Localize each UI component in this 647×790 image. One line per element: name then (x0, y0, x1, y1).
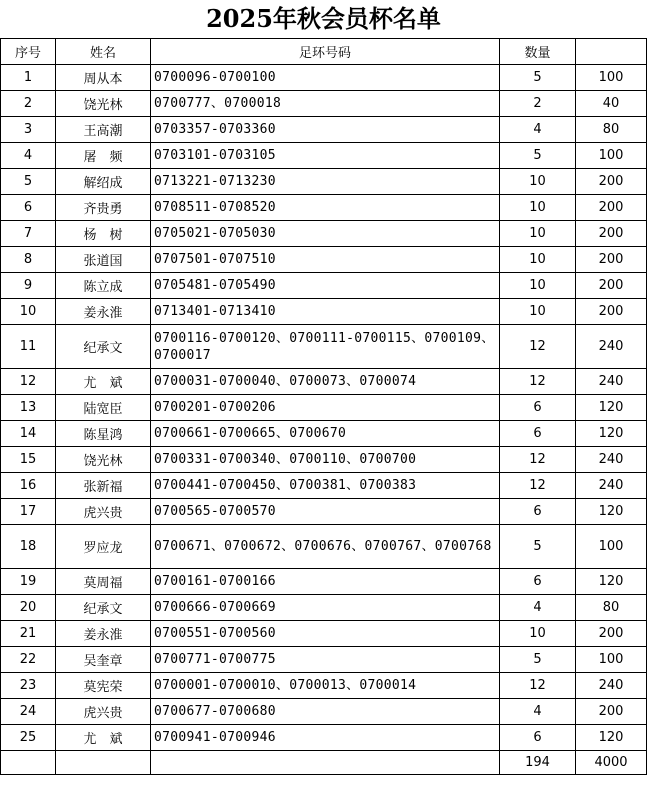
cell-name: 莫宪荣 (56, 673, 151, 699)
header-rings: 足环号码 (151, 39, 500, 65)
table-row (1, 395, 647, 421)
cell-count: 6 (500, 725, 576, 751)
table-row (1, 569, 647, 595)
cell-rings: 0705481-0705490 (151, 273, 500, 299)
cell-name: 罗应龙 (56, 525, 151, 569)
cell-rings: 0700661-0700665、0700670 (151, 421, 500, 447)
header-count: 数量 (500, 39, 576, 65)
cell-rings: 0700671、0700672、0700676、0700767、0700768 (151, 525, 500, 569)
cell-count: 4 (500, 595, 576, 621)
cell-no: 17 (1, 499, 56, 525)
cell-amount: 40 (576, 91, 647, 117)
cell-amount: 200 (576, 221, 647, 247)
cell-name: 齐贵勇 (56, 195, 151, 221)
cell-amount: 240 (576, 673, 647, 699)
cell-no: 8 (1, 247, 56, 273)
cell-amount: 200 (576, 299, 647, 325)
table-row (1, 699, 647, 725)
cell-rings: 0700565-0700570 (151, 499, 500, 525)
cell-no: 13 (1, 395, 56, 421)
cell-count: 6 (500, 395, 576, 421)
cell-rings: 0700116-0700120、0700111-0700115、0700109、0700017 (151, 325, 500, 369)
cell-no: 1 (1, 65, 56, 91)
cell-name: 虎兴贵 (56, 499, 151, 525)
cell-count: 12 (500, 673, 576, 699)
cell-amount: 100 (576, 65, 647, 91)
cell-amount: 120 (576, 569, 647, 595)
cell-rings: 0700441-0700450、0700381、0700383 (151, 473, 500, 499)
cell-name: 张新福 (56, 473, 151, 499)
table-row (1, 499, 647, 525)
cell-name: 陈星鸿 (56, 421, 151, 447)
cell-name: 姜永淮 (56, 621, 151, 647)
header-row (1, 39, 647, 65)
cell-no: 21 (1, 621, 56, 647)
cell-rings: 0700161-0700166 (151, 569, 500, 595)
cell-amount: 80 (576, 117, 647, 143)
total-blank-rings (151, 751, 500, 775)
cell-rings: 0713401-0713410 (151, 299, 500, 325)
header-amount (576, 39, 647, 65)
cell-name: 陈立成 (56, 273, 151, 299)
cell-count: 12 (500, 369, 576, 395)
cell-amount: 120 (576, 421, 647, 447)
cell-amount: 120 (576, 725, 647, 751)
cell-count: 4 (500, 699, 576, 725)
cell-no: 11 (1, 325, 56, 369)
cell-count: 6 (500, 569, 576, 595)
cell-name: 王高潮 (56, 117, 151, 143)
cell-no: 3 (1, 117, 56, 143)
table-row (1, 647, 647, 673)
cell-amount: 120 (576, 395, 647, 421)
cell-count: 4 (500, 117, 576, 143)
cell-no: 24 (1, 699, 56, 725)
cell-name: 虎兴贵 (56, 699, 151, 725)
table-row (1, 473, 647, 499)
cell-rings: 0703357-0703360 (151, 117, 500, 143)
totals-row (1, 751, 647, 775)
cell-rings: 0708511-0708520 (151, 195, 500, 221)
cell-no: 15 (1, 447, 56, 473)
table-row (1, 325, 647, 369)
cell-no: 5 (1, 169, 56, 195)
cell-rings: 0700031-0700040、0700073、0700074 (151, 369, 500, 395)
cell-count: 10 (500, 273, 576, 299)
table-row (1, 195, 647, 221)
cell-name: 解绍成 (56, 169, 151, 195)
table-row (1, 525, 647, 569)
total-blank-name (56, 751, 151, 775)
table-row (1, 91, 647, 117)
cell-amount: 80 (576, 595, 647, 621)
total-amount: 4000 (576, 751, 647, 775)
cell-rings: 0705021-0705030 (151, 221, 500, 247)
cell-count: 6 (500, 499, 576, 525)
cell-name: 莫周福 (56, 569, 151, 595)
cell-no: 16 (1, 473, 56, 499)
cell-rings: 0713221-0713230 (151, 169, 500, 195)
cell-count: 5 (500, 525, 576, 569)
cell-name: 姜永淮 (56, 299, 151, 325)
cell-name: 周从本 (56, 65, 151, 91)
cell-amount: 100 (576, 525, 647, 569)
cell-no: 22 (1, 647, 56, 673)
cell-count: 10 (500, 621, 576, 647)
cell-name: 吴奎章 (56, 647, 151, 673)
total-count: 194 (500, 751, 576, 775)
table-row (1, 421, 647, 447)
cell-no: 2 (1, 91, 56, 117)
cell-rings: 0700201-0700206 (151, 395, 500, 421)
cell-amount: 200 (576, 169, 647, 195)
cell-rings: 0700677-0700680 (151, 699, 500, 725)
table-row (1, 447, 647, 473)
cell-amount: 240 (576, 447, 647, 473)
cell-count: 10 (500, 195, 576, 221)
cell-count: 12 (500, 473, 576, 499)
cell-amount: 240 (576, 325, 647, 369)
cell-no: 20 (1, 595, 56, 621)
cell-name: 杨 树 (56, 221, 151, 247)
cell-rings: 0700666-0700669 (151, 595, 500, 621)
cell-no: 7 (1, 221, 56, 247)
cell-name: 屠 频 (56, 143, 151, 169)
cell-rings: 0707501-0707510 (151, 247, 500, 273)
cell-name: 张道国 (56, 247, 151, 273)
cell-count: 10 (500, 221, 576, 247)
cell-no: 14 (1, 421, 56, 447)
cell-count: 10 (500, 169, 576, 195)
cell-amount: 200 (576, 273, 647, 299)
cell-rings: 0700777、0700018 (151, 91, 500, 117)
cell-count: 12 (500, 447, 576, 473)
cell-rings: 0700941-0700946 (151, 725, 500, 751)
cell-amount: 200 (576, 247, 647, 273)
cell-count: 5 (500, 65, 576, 91)
table-row (1, 65, 647, 91)
cell-count: 2 (500, 91, 576, 117)
table-body (1, 65, 647, 775)
cell-amount: 240 (576, 473, 647, 499)
table-row (1, 725, 647, 751)
cell-rings: 0703101-0703105 (151, 143, 500, 169)
cell-amount: 200 (576, 195, 647, 221)
table-row (1, 299, 647, 325)
cell-count: 6 (500, 421, 576, 447)
cell-rings: 0700331-0700340、0700110、0700700 (151, 447, 500, 473)
cell-name: 纪承文 (56, 325, 151, 369)
member-table (0, 38, 647, 775)
cell-no: 19 (1, 569, 56, 595)
header-no: 序号 (1, 39, 56, 65)
table-row (1, 673, 647, 699)
cell-no: 4 (1, 143, 56, 169)
header-name: 姓名 (56, 39, 151, 65)
cell-name: 纪承文 (56, 595, 151, 621)
page-title: 2025年秋会员杯名单 (206, 4, 441, 33)
cell-name: 尤 斌 (56, 369, 151, 395)
cell-count: 10 (500, 247, 576, 273)
cell-count: 12 (500, 325, 576, 369)
cell-rings: 0700771-0700775 (151, 647, 500, 673)
table-row (1, 247, 647, 273)
cell-amount: 100 (576, 647, 647, 673)
cell-no: 10 (1, 299, 56, 325)
table-row (1, 169, 647, 195)
cell-no: 25 (1, 725, 56, 751)
cell-rings: 0700001-0700010、0700013、0700014 (151, 673, 500, 699)
cell-rings: 0700096-0700100 (151, 65, 500, 91)
cell-count: 5 (500, 647, 576, 673)
cell-rings: 0700551-0700560 (151, 621, 500, 647)
cell-no: 18 (1, 525, 56, 569)
table-row (1, 117, 647, 143)
cell-no: 23 (1, 673, 56, 699)
total-blank-no (1, 751, 56, 775)
cell-name: 饶光林 (56, 447, 151, 473)
table-row (1, 221, 647, 247)
cell-no: 6 (1, 195, 56, 221)
cell-amount: 120 (576, 499, 647, 525)
cell-name: 陆宽臣 (56, 395, 151, 421)
cell-amount: 200 (576, 621, 647, 647)
cell-count: 5 (500, 143, 576, 169)
cell-amount: 200 (576, 699, 647, 725)
cell-amount: 100 (576, 143, 647, 169)
table-row (1, 143, 647, 169)
table-row (1, 621, 647, 647)
cell-no: 9 (1, 273, 56, 299)
cell-name: 尤 斌 (56, 725, 151, 751)
table-row (1, 369, 647, 395)
cell-no: 12 (1, 369, 56, 395)
table-row (1, 273, 647, 299)
cell-name: 饶光林 (56, 91, 151, 117)
cell-count: 10 (500, 299, 576, 325)
cell-amount: 240 (576, 369, 647, 395)
table-row (1, 595, 647, 621)
